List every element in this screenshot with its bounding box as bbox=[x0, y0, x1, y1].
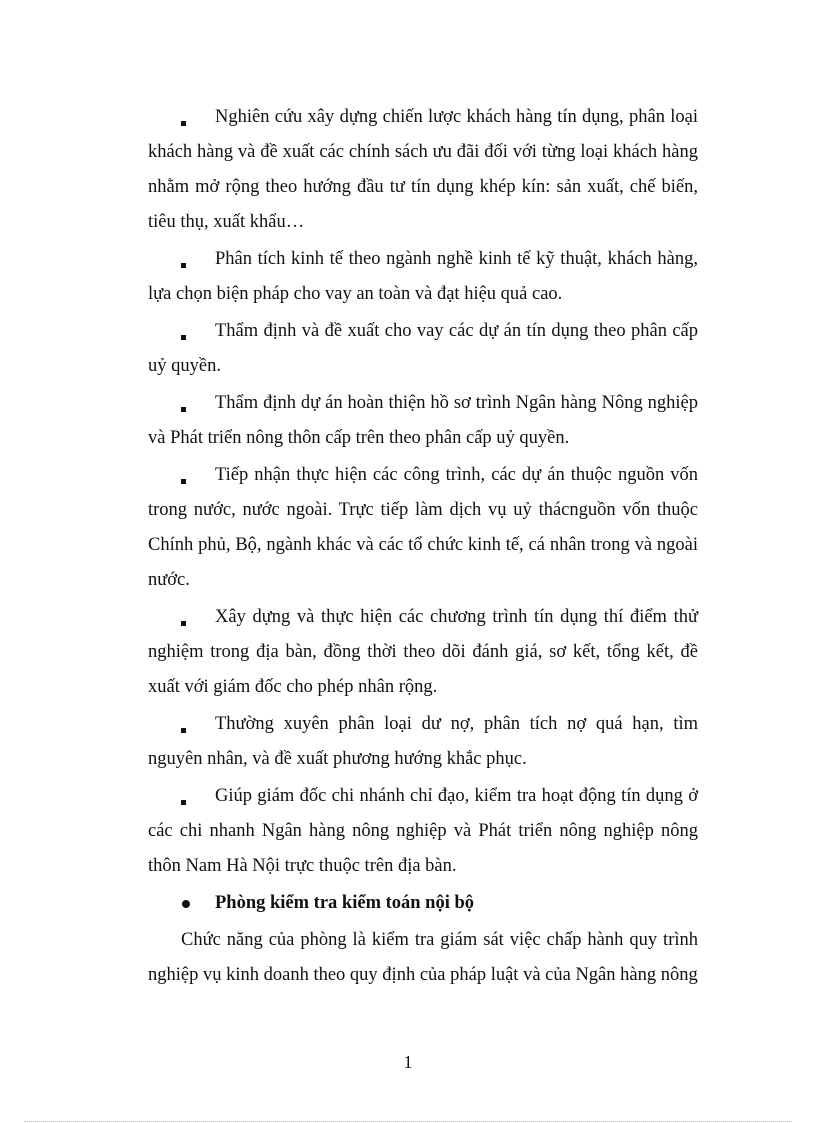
list-item-text: Thẩm định và đề xuất cho vay các dự án tín dụng theo phân cấp uỷ quyền. bbox=[148, 321, 698, 376]
list-item-text: Xây dựng và thực hiện các chương trình tín dụng thí điểm thử nghiệm trong địa bàn, đồng thời theo dõi đánh giá, sơ kết, tổng kết, đề xuất với giám đốc cho phép nhân rộng. bbox=[148, 607, 698, 697]
list-item bbox=[148, 100, 698, 240]
section-heading-text: Phòng kiểm tra kiểm toán nội bộ bbox=[215, 893, 475, 913]
list-item bbox=[148, 242, 698, 312]
page-bottom-divider bbox=[24, 1121, 792, 1122]
list-item bbox=[148, 458, 698, 598]
list-item-text: Giúp giám đốc chi nhánh chỉ đạo, kiểm tra hoạt động tín dụng ở các chi nhanh Ngân hàng nông nghiệp và Phát triển nông nghiệp nông thôn Nam Hà Nội trực thuộc trên địa bàn. bbox=[148, 786, 698, 876]
list-item bbox=[148, 314, 698, 384]
list-item-text: Tiếp nhận thực hiện các công trình, các dự án thuộc nguồn vốn trong nước, nước ngoài. Trực tiếp làm dịch vụ uỷ thácnguồn vốn thuộc Chính phủ, Bộ, ngành khác và các tổ chức kinh tế, cá nhân trong và ngoài nước. bbox=[148, 465, 698, 590]
page-content bbox=[148, 100, 698, 993]
list-item bbox=[148, 707, 698, 777]
list-item-text: Nghiên cứu xây dựng chiến lược khách hàng tín dụng, phân loại khách hàng và đề xuất các chính sách ưu đãi đối với từng loại khách hàng nhằm mở rộng theo hướng đầu tư tín dụng khép kín: sản xuất, chế biến, tiêu thụ, xuất khẩu… bbox=[148, 107, 698, 232]
list-item bbox=[148, 386, 698, 456]
list-item-text: Phân tích kinh tế theo ngành nghề kinh tế kỹ thuật, khách hàng, lựa chọn biện pháp cho vay an toàn và đạt hiệu quả cao. bbox=[148, 249, 698, 304]
round-bullet-icon bbox=[182, 900, 190, 908]
list-item-text: Thường xuyên phân loại dư nợ, phân tích nợ quá hạn, tìm nguyên nhân, và đề xuất phương hướng khắc phục. bbox=[148, 714, 698, 769]
list-item bbox=[148, 600, 698, 705]
list-item bbox=[148, 779, 698, 884]
page-number: 1 bbox=[403, 1052, 413, 1072]
list-item-text: Thẩm định dự án hoàn thiện hồ sơ trình Ngân hàng Nông nghiệp và Phát triển nông thôn cấp trên theo phân cấp uỷ quyền. bbox=[148, 393, 698, 448]
section-heading bbox=[148, 886, 698, 921]
body-paragraph: Chức năng của phòng là kiểm tra giám sát việc chấp hành quy trình nghiệp vụ kinh doanh theo quy định của pháp luật và của Ngân hàng nông bbox=[148, 930, 698, 985]
